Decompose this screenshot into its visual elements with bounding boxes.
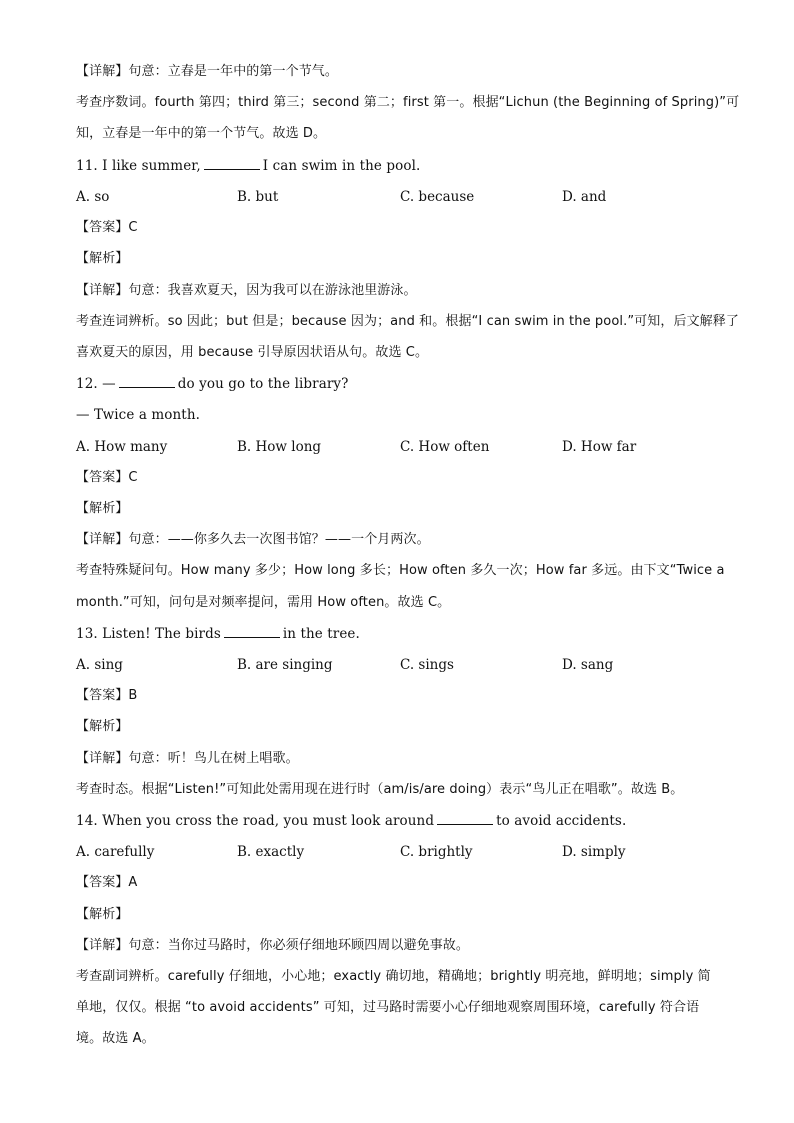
q11-analysis-1: 考查连词辨析。so 因此；but 但是；because 因为；and 和。根据“I can swim in the pool.”可知，后文解释了 [76,314,739,329]
q11-answer: 【答案】C [76,220,138,235]
q14-detail: 【详解】句意：当你过马路时，你必须仔细地环顾四周以避免事故。 [76,938,470,953]
q14-answer: 【答案】A [76,875,138,890]
q14-analysis-1: 考查副词辨析。carefully 仔细地，小心地；exactly 确切地，精确地；brightly 明亮地，鲜明地；simply 简 [76,969,711,984]
q12-analysis-2: month.”可知，问句是对频率提问，需用 How often。故选 C。 [76,595,451,610]
q13-option-a: A. sing [76,657,123,673]
q11-option-b: B. but [237,189,279,205]
q14-option-a: A. carefully [76,844,155,860]
q14-option-b: B. exactly [237,844,305,860]
q12-blank [119,375,175,388]
q14-stem-after: to avoid accidents. [496,813,627,829]
q12-answer: 【答案】C [76,470,138,485]
q14-option-c: C. brightly [400,844,473,860]
q14-stem [76,811,726,831]
q13-analysis-1: 考查时态。根据“Listen!”可知此处需用现在进行时（am/is/are doing）表示“鸟儿正在唱歌”。故选 B。 [76,782,684,797]
q13-option-c: C. sings [400,657,454,673]
q10-detail: 【详解】句意：立春是一年中的第一个节气。 [76,64,339,79]
q11-stem-before: 11. I like summer, [76,158,201,174]
q11-analysis-2: 喜欢夏天的原因，用 because 引导原因状语从句。故选 C。 [76,345,429,360]
q13-blank [224,625,280,638]
q14-analysis-2: 单地，仅仅。根据 “to avoid accidents” 可知，过马路时需要小心仔细地观察周围环境，carefully 符合语 [76,1000,700,1015]
q12-jiexi: 【解析】 [76,501,129,516]
q13-detail: 【详解】句意：听！鸟儿在树上唱歌。 [76,751,299,766]
q11-option-c: C. because [400,189,475,205]
q11-option-a: A. so [76,189,110,205]
q11-detail: 【详解】句意：我喜欢夏天，因为我可以在游泳池里游泳。 [76,283,417,298]
q12-option-c: C. How often [400,439,490,455]
q13-jiexi: 【解析】 [76,719,129,734]
q10-analysis-1: 考查序数词。fourth 第四；third 第三；second 第二；first 第一。根据“Lichun (the Beginning of Spring)”可 [76,95,740,110]
q13-stem-after: in the tree. [282,626,360,642]
q13-option-b: B. are singing [237,657,333,673]
q13-stem-before: 13. Listen! The birds [76,626,221,642]
q14-blank [437,812,493,825]
q12-option-a: A. How many [76,439,168,455]
q14-jiexi: 【解析】 [76,907,129,922]
q14-analysis-3: 境。故选 A。 [76,1031,155,1046]
q13-answer: 【答案】B [76,688,138,703]
q12-stem [76,374,726,394]
q11-stem [76,156,726,176]
q12-reply: — Twice a month. [76,407,201,423]
q11-stem-after: I can swim in the pool. [262,158,421,174]
q12-stem-after: do you go to the library? [177,376,349,392]
q10-analysis-2: 知，立春是一年中的第一个节气。故选 D。 [76,126,327,141]
q12-analysis-1: 考查特殊疑问句。How many 多少；How long 多长；How often 多久一次；How far 多远。由下文“Twice a [76,563,725,578]
q12-option-d: D. How far [562,439,637,455]
q12-detail: 【详解】句意：——你多久去一次图书馆？——一个月两次。 [76,532,430,547]
q14-stem-before: 14. When you cross the road, you must look around [76,813,435,829]
q11-option-d: D. and [562,189,607,205]
q14-option-d: D. simply [562,844,626,860]
q13-option-d: D. sang [562,657,614,673]
q12-stem-before: 12. — [76,376,116,392]
q12-option-b: B. How long [237,439,322,455]
q11-jiexi: 【解析】 [76,251,129,266]
q13-stem [76,624,726,644]
q11-blank [204,157,260,170]
